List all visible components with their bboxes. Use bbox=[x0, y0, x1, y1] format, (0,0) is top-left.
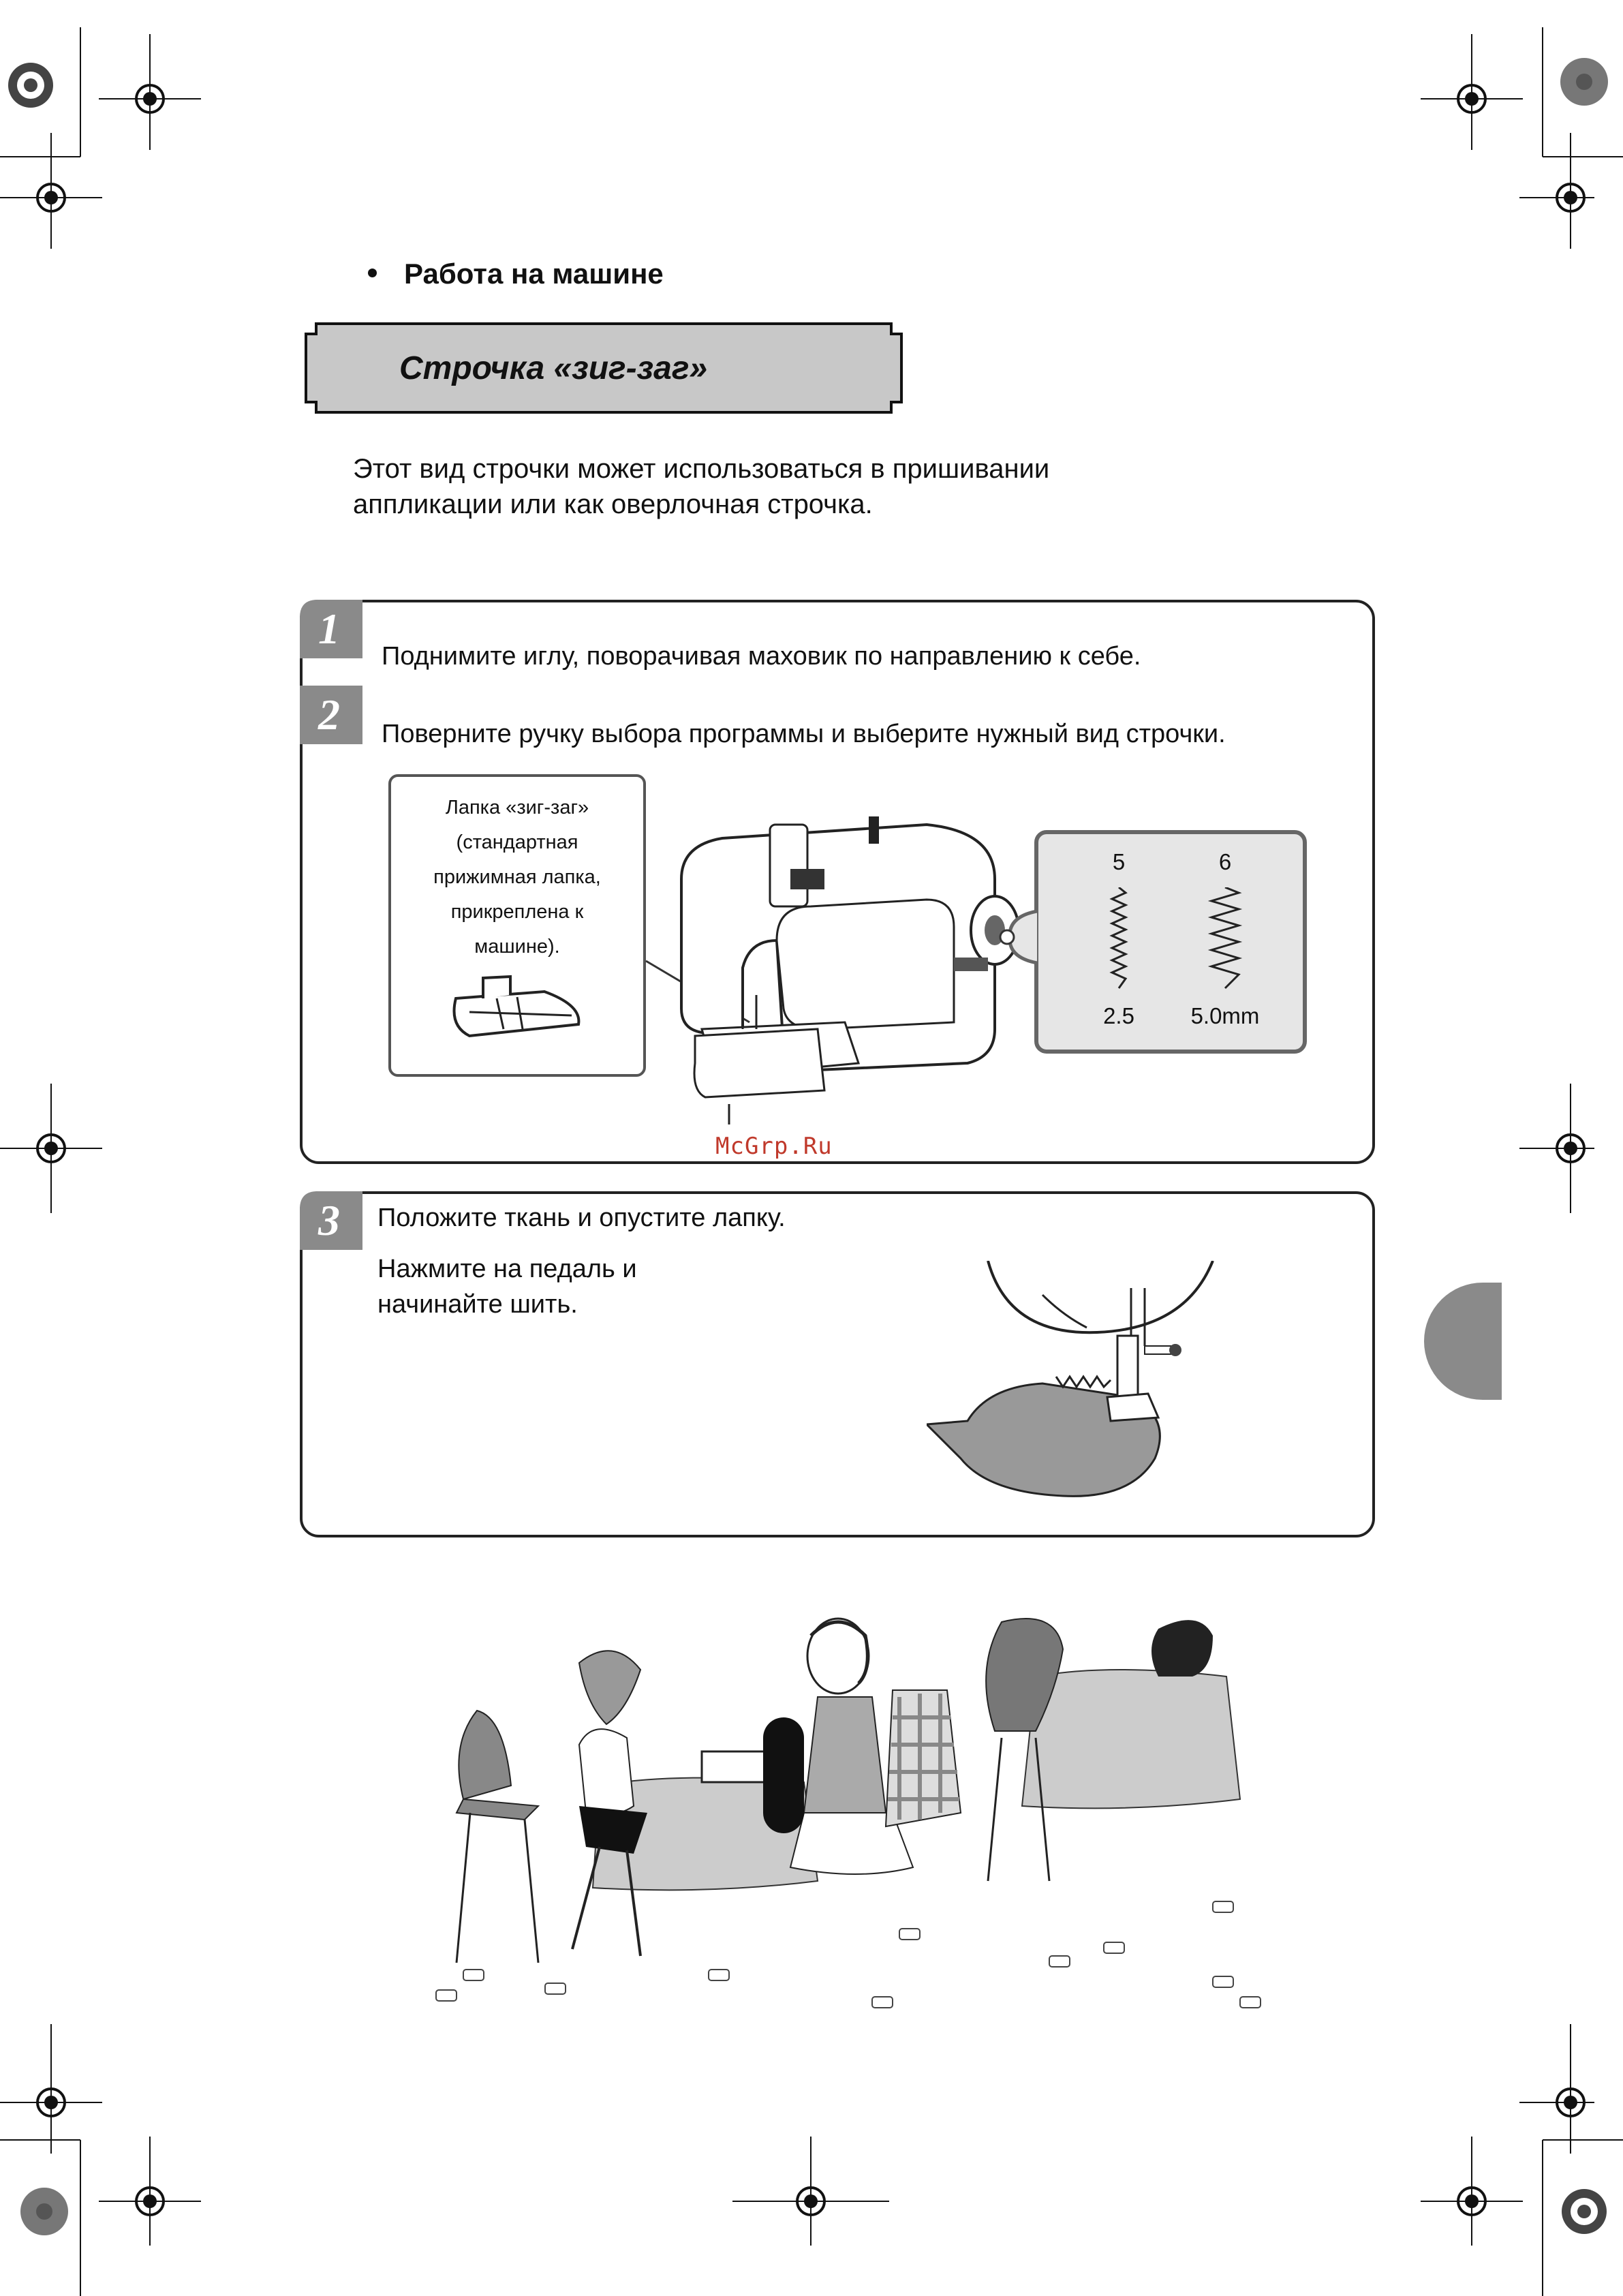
step-3-number: 3 bbox=[318, 1196, 340, 1244]
callout-line: Лапка «зиг-заг» bbox=[445, 797, 589, 818]
stitch-program-label: 6 bbox=[1218, 849, 1232, 874]
intro-line: Этот вид строчки может использоваться в пришивании bbox=[353, 454, 1050, 484]
callout-line: машине). bbox=[474, 936, 560, 958]
stitch-program-label: 5 bbox=[1112, 849, 1126, 874]
presser-foot-icon bbox=[442, 971, 592, 1046]
callout-line: прикреплена к bbox=[450, 901, 584, 923]
presser-foot-callout bbox=[388, 774, 646, 1077]
step-1-badge bbox=[300, 600, 362, 658]
title-banner bbox=[304, 322, 903, 414]
sewing-fabric-illustration bbox=[927, 1261, 1281, 1506]
callout-line: (стандартная bbox=[456, 831, 578, 853]
stitch-settings-panel bbox=[1034, 830, 1307, 1054]
stitch-panel-connector bbox=[995, 910, 1042, 964]
watermark: McGrp.Ru bbox=[715, 1133, 833, 1160]
step-2-badge bbox=[300, 686, 362, 744]
step-2-number: 2 bbox=[318, 690, 340, 739]
step-1-number: 1 bbox=[318, 604, 340, 653]
step-3-text: Положите ткань и опустите лапку. bbox=[377, 1204, 786, 1232]
zigzag-stitch-wide-icon bbox=[1206, 887, 1244, 990]
intro-paragraph bbox=[353, 451, 1239, 522]
callout-line: прижимная лапка, bbox=[433, 866, 601, 888]
sewing-machine-illustration bbox=[640, 804, 1049, 1131]
section-bullet-heading bbox=[368, 258, 664, 290]
step-1-text: Поднимите иглу, поворачивая маховик по направлению к себе. bbox=[382, 642, 1141, 671]
zigzag-stitch-narrow-icon bbox=[1105, 887, 1132, 990]
step-3-extra-line: Нажмите на педаль и bbox=[377, 1255, 637, 1283]
bullet-icon bbox=[368, 269, 377, 277]
stitch-width-label: 5.0mm bbox=[1190, 1003, 1260, 1028]
section-bullet-text: Работа на машине bbox=[404, 258, 664, 290]
page-title: Строчка «зиг-заг» bbox=[399, 350, 708, 386]
step-3-badge bbox=[300, 1191, 362, 1250]
cafe-scene-illustration bbox=[422, 1608, 1267, 2017]
step-2-text: Поверните ручку выбора программы и выберите нужный вид строчки. bbox=[382, 720, 1226, 748]
intro-line: аппликации или как оверлочная строчка. bbox=[353, 489, 873, 519]
step-3-extra-text bbox=[377, 1251, 637, 1322]
step-3-extra-line: начинайте шить. bbox=[377, 1290, 578, 1319]
stitch-width-label: 2.5 bbox=[1103, 1003, 1134, 1028]
